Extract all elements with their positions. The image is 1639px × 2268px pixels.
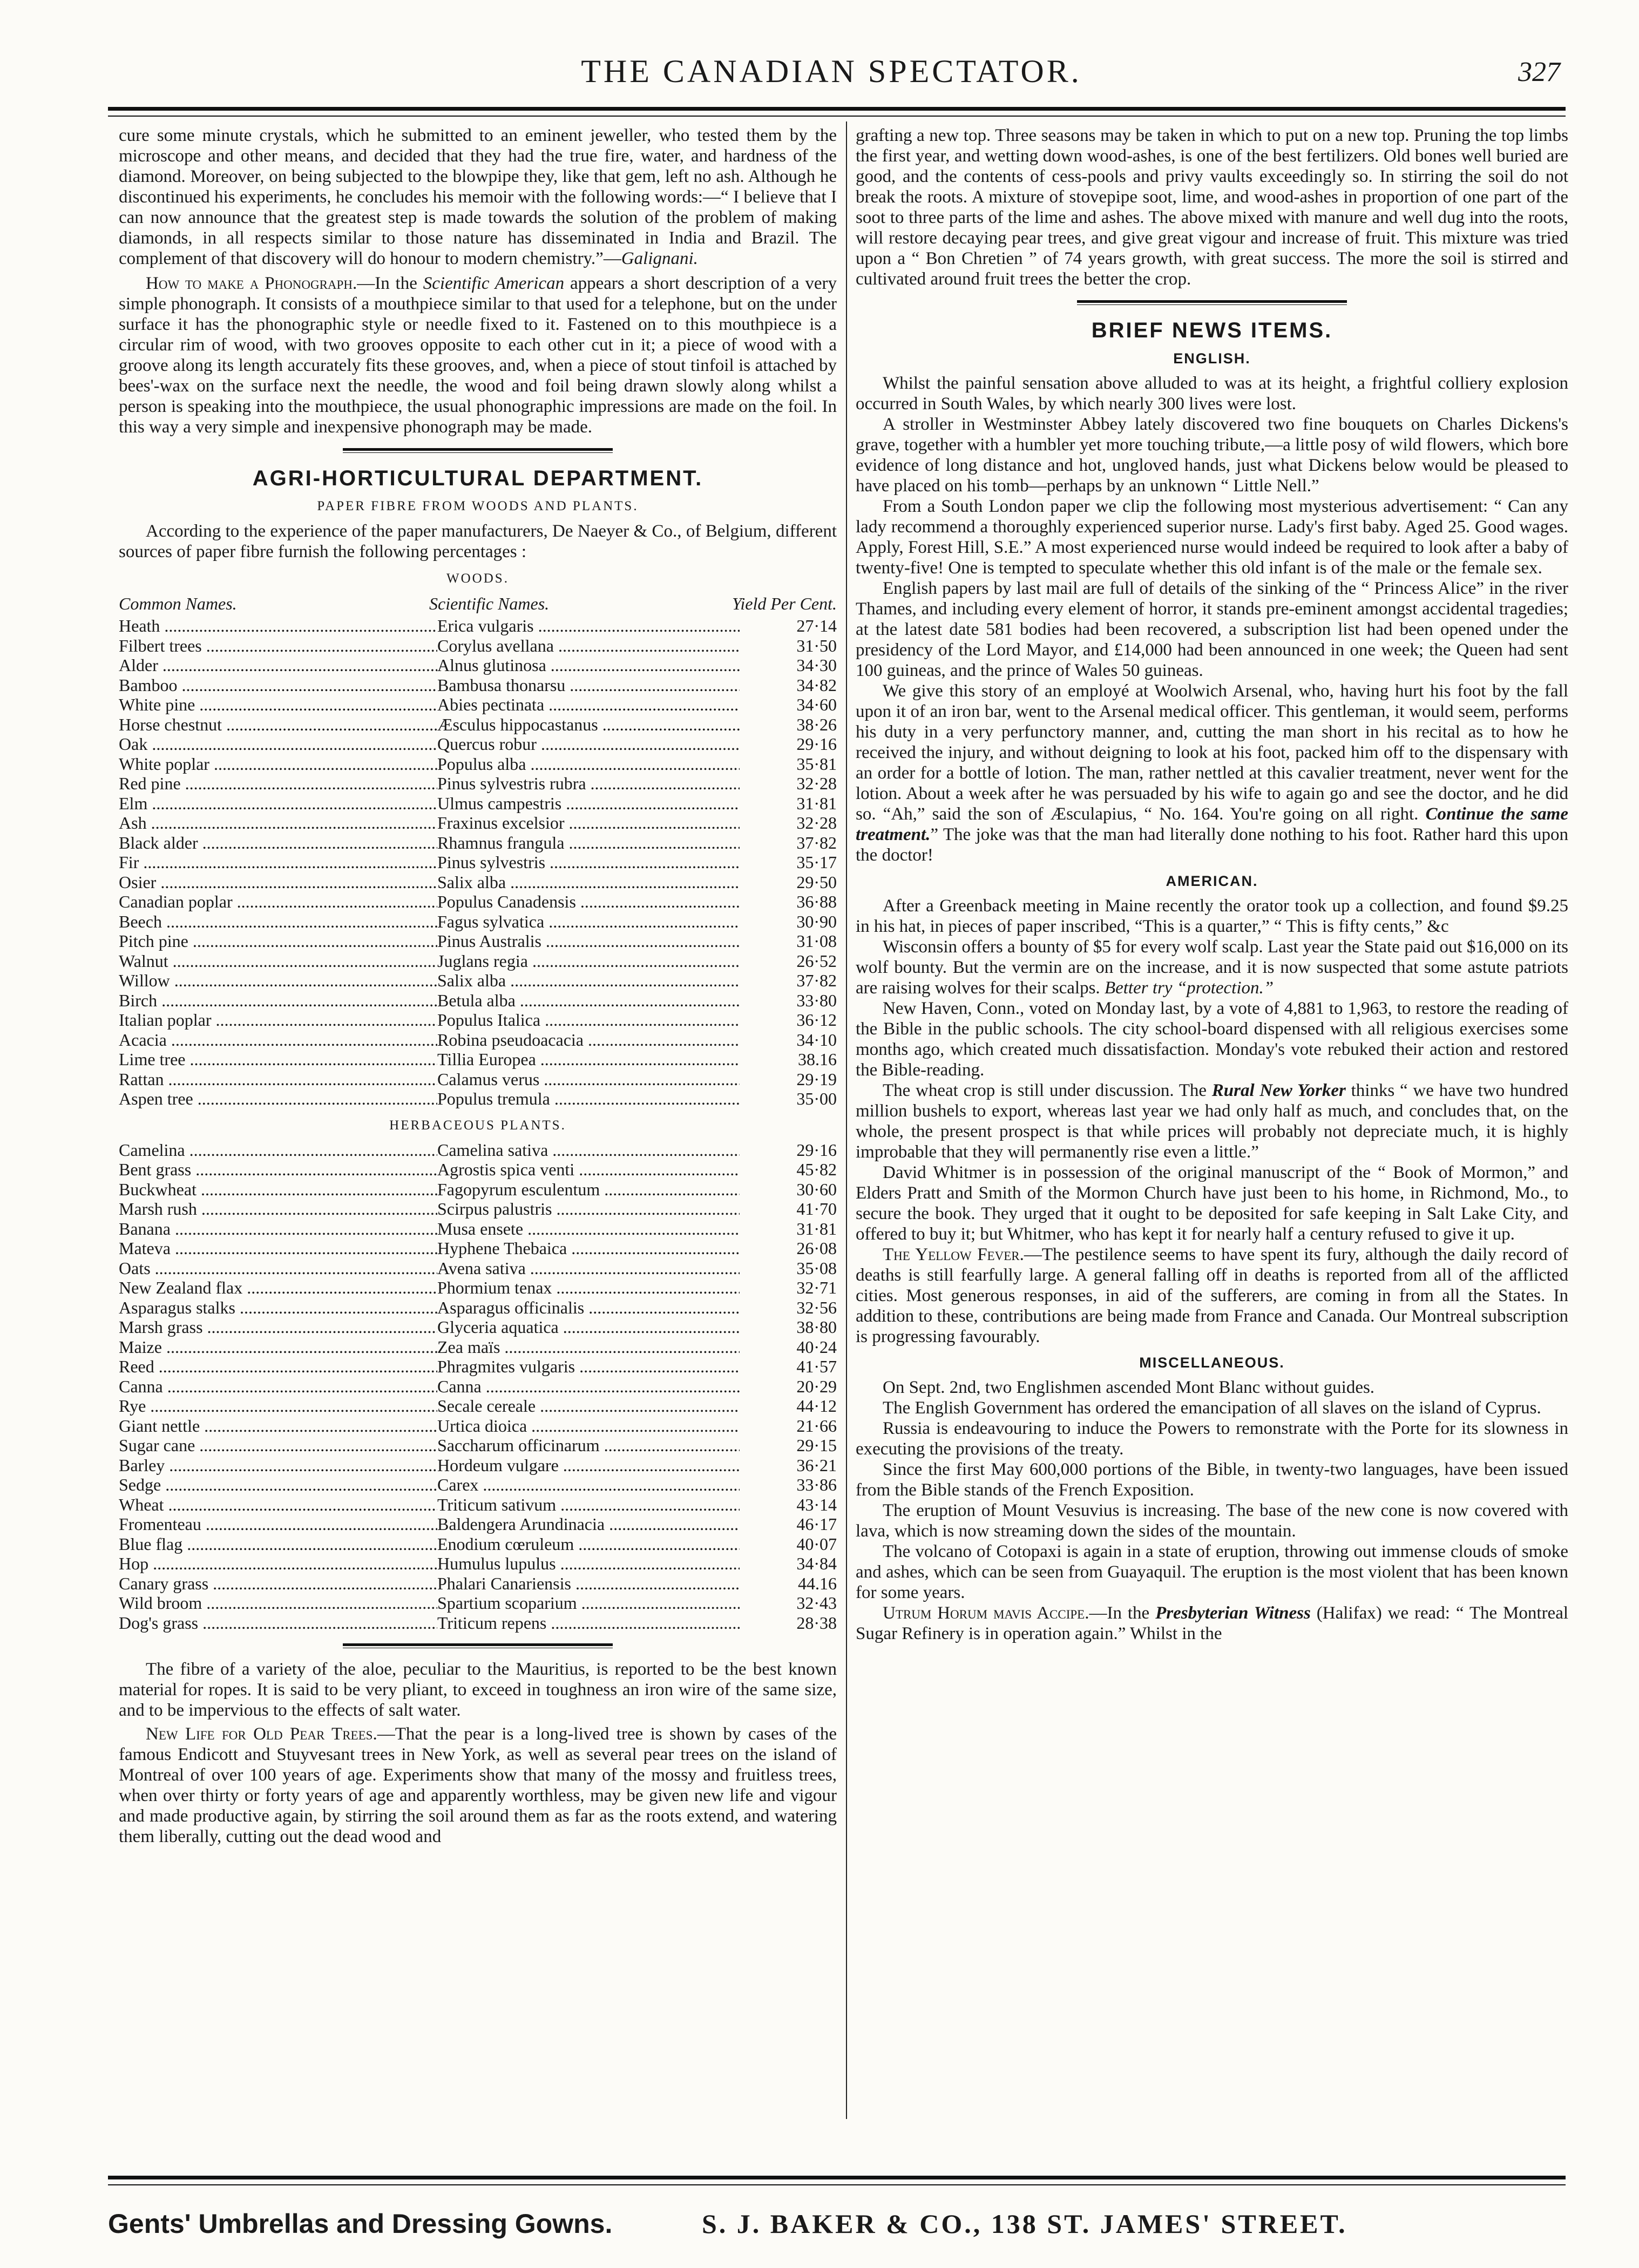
table-row [119,675,837,695]
news-item: From a South London paper we clip the following most mysterious advertisement: “ Can any lady recommend a thoroughly experienced superior nurse. Lady's first baby. Aged 25. Good wages. Apply, Forest Hill, S.E.” A most experienced nurse would indeed be required to look after a baby of twenty-five! One is tempted to speculate whether this old infant is of the male or the female sex. [856,497,1568,578]
table-row [119,1258,837,1278]
table-row [119,971,837,991]
common-name-cell: Filbert trees ..... [119,636,437,656]
scientific-name-cell: Salix alba ..... [437,971,740,991]
yield-cell: 35·00 [796,1089,837,1108]
common-name-cell: New Zealand flax ..... [119,1278,437,1298]
news-item: On Sept. 2nd, two Englishmen ascended Mont Blanc without guides. [883,1378,1375,1397]
common-name-cell: Walnut ..... [119,951,437,971]
yield-cell: 37·82 [796,832,837,852]
herbaceous-label: HERBACEOUS PLANTS. [389,1118,566,1133]
news-emphasis: Better try “protection.” [1104,978,1274,998]
yield-cell: 46·17 [796,1514,837,1534]
yield-cell: 37·82 [796,971,837,990]
yield-cell: 43·14 [796,1494,837,1514]
yield-cell: 32·43 [796,1593,837,1613]
news-text: —The pestilence seems to have spent its fury, although the daily record of deaths is still fearfully large. A general falling off in deaths is reported from all of the afflicted cities. Most generous responses, in aid of the sufferers, are coming in from all the States. In addition to these, contributions are being made from France and Canada. Our Montreal subscription is progressing favourably. [856,1245,1568,1346]
article-aloe: The fibre of a variety of the aloe, peculiar to the Mauritius, is reported to be the best known material for ropes. It is said to be very pliant, to exceed in toughness an iron wire of the same size, and to be impervious to the effects of salt water. [119,1660,837,1720]
yield-cell: 45·82 [796,1160,837,1179]
scientific-name-cell: Rhamnus frangula ..... [437,833,740,853]
table-row [119,1593,837,1613]
table-row [119,1475,837,1495]
common-name-cell: Osier ..... [119,872,437,892]
news-item: Whilst the painful sensation above alluded to was at its height, a frightful colliery explosion occurred in South Wales, by which nearly 300 lives were lost. [856,374,1568,414]
common-name-cell: Reed ..... [119,1357,437,1377]
article-phonograph [119,273,837,437]
column-divider [846,121,847,2119]
news-text: thinks “ we have two hundred million bushels to export, whereas last year we had only half as much, and concludes that, on the whole, the present prospect is that while prices will probably not depreciate much, it is highly improbable that they will permanently rise even a little.” [856,1081,1569,1162]
table-row [119,655,837,675]
header-rule [108,107,1566,111]
table-row [119,1238,837,1258]
herbaceous-table [119,1140,837,1633]
common-name-cell: Ash ..... [119,813,437,833]
common-name-cell: Black alder ..... [119,833,437,853]
news-heading: Utrum Horum mavis Accipe. [883,1603,1089,1623]
woods-table [119,616,837,1109]
news-item: Since the first May 600,000 portions of the Bible, in twenty-two languages, have been issued from the Bible stands of the French Exposition. [856,1460,1568,1500]
scientific-name-cell: Tillia Europea ..... [437,1050,740,1069]
yield-cell: 36·21 [796,1455,837,1475]
yield-cell: 34·84 [796,1554,837,1573]
diamonds-text: cure some minute crystals, which he submitted to an eminent jeweller, who tested them by the microscope and other means, and decided that they had the true fire, water, and hardness of the diamond. Moreover, on being subjected to the blowpipe they, like that gem, left no ash. Although he discontinued his experiments, he concludes his memoir with the following words:—“ I believe that I can now announce that the greatest step is made towards the solution of the problem of making diamonds, in all respects similar to those nature has disseminated in India and Brazil. The complement of that discovery will do honour to modern chemistry.”— [119,126,837,268]
yield-cell: 29·16 [796,1140,837,1160]
yield-cell: 28·38 [796,1613,837,1633]
scientific-name-cell: Populus Italica ..... [437,1010,740,1030]
fibre-subtitle: PAPER FIBRE FROM WOODS AND PLANTS. [317,499,639,513]
woods-label: WOODS. [446,571,509,586]
table-row [119,1613,837,1633]
common-name-cell: Dog's grass ..... [119,1613,437,1633]
scientific-name-cell: Humulus lupulus ..... [437,1554,740,1574]
scientific-name-cell: Avena sativa ..... [437,1258,740,1278]
table-row [119,1050,837,1069]
common-name-cell: Lime tree ..... [119,1050,437,1069]
fibre-intro: According to the experience of the paper manufacturers, De Naeyer & Co., of Belgium, different sources of paper fibre furnish the following percentages : [119,522,837,561]
table-row [119,1574,837,1594]
common-name-cell: Giant nettle ..... [119,1416,437,1436]
scientific-name-cell: Carex ..... [437,1475,740,1495]
news-item: A stroller in Westminster Abbey lately discovered two fine bouquets on Charles Dickens's grave, together with a humbler yet more touching tribute,—a little posy of wild flowers, which bore evidence of long distance and hot, ungloved hands, just what Dickens below would be pleased to have placed on his tomb—perhaps by an unknown “ Little Nell.” [856,415,1568,496]
article-diamonds-end [119,125,837,269]
yield-cell: 35·81 [796,754,837,774]
scientific-name-cell: Glyceria aquatica ..... [437,1317,740,1337]
newspaper-title: THE CANADIAN SPECTATOR. [581,53,1082,89]
yield-cell: 33·80 [796,990,837,1010]
col-yield: Yield Per Cent. [732,594,837,613]
pear-text: —That the pear is a long-lived tree is shown by cases of the famous Endicott and Stuyvesant trees in New York, as well as several pear trees on the island of Montreal of over 100 years of age. Experiments show that many of the mossy and fruitless trees, when over thirty or forty years of age and apparently worthless, may be given new life and vigour and made productive again, by stirring the soil around them as far as the roots extend, and watering them liberally, cutting out the dead wood and [119,1724,837,1846]
scientific-name-cell: Hordeum vulgare ..... [437,1455,740,1475]
phonograph-text-b: appears a short description of a very simple phonograph. It consists of a mouthpiece similar to that used for a telephone, but on the under surface it has the phonographic style or needle fixed to it. Fastened on to this mouthpiece is a circular rim of wood, with two grooves opposite to each other cut in it; a piece of wood with a groove along its length accurately fits these grooves, and, when a piece of stout tinfoil is attached by bees'-wax on the surface next the needle, the wood and foil being drawn slowly along whilst a person is speaking into the mouthpiece, the usual phonographic impressions are made on the foil. In this way a very simple and inexpensive phonograph may be made. [119,274,837,437]
table-row [119,1278,837,1298]
news-item: New Haven, Conn., voted on Monday last, by a vote of 4,881 to 1,963, to restore the reading of the Bible in the public schools. The city school-board dispensed with all religious exercises some months ago, which created much dissatisfaction. Monday's vote rebuked their action and restored the Bible-reading. [856,999,1568,1080]
scientific-name-cell: Agrostis spica venti ..... [437,1160,740,1180]
fibre-table-header [119,593,837,614]
footer-rule-thin [108,2184,1566,2185]
left-column [119,125,837,1847]
table-row [119,774,837,794]
scientific-name-cell: Baldengera Arundinacia ..... [437,1514,740,1534]
news-item: David Whitmer is in possession of the original manuscript of the “ Book of Mormon,” and Elders Pratt and Smith of the Mormon Church have just been to his home, in Richmond, Mo., to secure the book. They urged that it ought to be deposited for safe keeping in Salt Lake City, and offered to buy it; but Whitmer, who has kept it for nearly half a century refused to give it up. [856,1163,1568,1244]
scientific-name-cell: Erica vulgaris ..... [437,616,740,636]
yield-cell: 26·08 [796,1238,837,1258]
yield-cell: 33·86 [796,1475,837,1494]
page-number: 327 [1518,57,1560,87]
scientific-name-cell: Quercus robur ..... [437,734,740,754]
col-scientific-names: Scientific Names. [429,594,550,613]
footer-advert-left: Gents' Umbrellas and Dressing Gowns. [108,2209,613,2239]
common-name-cell: Alder ..... [119,655,437,675]
common-name-cell: Bamboo ..... [119,675,437,695]
table-row [119,1396,837,1416]
yield-cell: 31·81 [796,793,837,813]
yield-cell: 41·70 [796,1199,837,1218]
yield-cell: 34·10 [796,1030,837,1050]
table-row [119,1377,837,1397]
table-row [119,715,837,735]
yield-cell: 31·08 [796,931,837,951]
table-row [119,872,837,892]
yield-cell: 29·15 [796,1436,837,1455]
masthead [103,49,1560,108]
common-name-cell: Marsh rush ..... [119,1199,437,1219]
news-heading: The Yellow Fever. [883,1245,1024,1264]
yield-cell: 27·14 [796,616,837,635]
phonograph-text-a: —In the [357,274,417,293]
yield-cell: 35·08 [796,1258,837,1278]
table-row [119,1436,837,1455]
common-name-cell: Asparagus stalks ..... [119,1298,437,1318]
article-grafting: grafting a new top. Three seasons may be taken in which to put on a new top. Pruning the top limbs the first year, and wetting down wood-ashes, is one of the best fertilizers. Old bones well buried are good, and the contents of cess-pools and privy vaults exceedingly so. In stirring the soil do not break the roots. A mixture of stovepipe soot, lime, and wood-ashes in proportion of one part of the soot to three parts of the lime and ashes. The above mixed with manure and well dug into the roots, will restore decaying pear trees, and give great vigour and increase of fruit. This mixture was tried upon a “ Bon Chretien ” of 74 years growth, with great success. The more the soil is stirred and cultivated around fruit trees the better the crop. [856,126,1568,289]
yield-cell: 41·57 [796,1357,837,1376]
scientific-name-cell: Zea maïs ..... [437,1337,740,1357]
news-item [856,1080,1568,1162]
scientific-name-cell: Phalari Canariensis ..... [437,1574,740,1594]
yield-cell: 29·16 [796,734,837,754]
yield-cell: 38.16 [798,1050,837,1069]
american-heading: AMERICAN. [1166,873,1258,889]
table-row [119,1140,837,1160]
header-rule-thin [108,116,1566,117]
common-name-cell: Mateva ..... [119,1238,437,1258]
news-item: The volcano of Cotopaxi is again in a state of eruption, throwing out immense clouds of smoke and ashes, which can be seen from Guayaquil. The eruption is the most violent that has been known for some years. [856,1542,1568,1602]
common-name-cell: White poplar ..... [119,754,437,774]
common-name-cell: Maize ..... [119,1337,437,1357]
table-row [119,1199,837,1219]
footer-rule [108,2176,1566,2179]
scientific-name-cell: Populus Canadensis ..... [437,892,740,912]
common-name-cell: Buckwheat ..... [119,1180,437,1200]
common-name-cell: Oats ..... [119,1258,437,1278]
scientific-name-cell: Phragmites vulgaris ..... [437,1357,740,1377]
common-name-cell: Bent grass ..... [119,1160,437,1180]
yield-cell: 44·12 [796,1396,837,1416]
scientific-name-cell: Juglans regia ..... [437,951,740,971]
miscellaneous-heading: MISCELLANEOUS. [1139,1355,1285,1371]
yield-cell: 29·19 [796,1069,837,1089]
common-name-cell: White pine ..... [119,695,437,715]
scientific-name-cell: Urtica dioica ..... [437,1416,740,1436]
common-name-cell: Canary grass ..... [119,1574,437,1594]
yield-cell: 34·30 [796,655,837,675]
common-name-cell: Oak ..... [119,734,437,754]
yield-cell: 32·71 [796,1278,837,1297]
table-row [119,734,837,754]
news-item: English papers by last mail are full of details of the sinking of the “ Princess Alice” in the river Thames, and including every element of horror, it stands pre-eminent amongst accidental tragedies; at the latest date 581 bodies had been recovered, a subscription list had been opened under the presidency of the Lord Mayor, and £14,000 had been announced in one week; the Queen had sent 100 guineas, and the prince of Wales 50 guineas. [856,579,1568,680]
table-row [119,1337,837,1357]
table-row [119,912,837,932]
table-row [119,1298,837,1318]
table-row [119,813,837,833]
footer-advert-right: S. J. BAKER & CO., 138 ST. JAMES' STREET. [702,2209,1347,2239]
yield-cell: 38·26 [796,714,837,734]
yield-cell: 29·50 [796,872,837,892]
table-row [119,951,837,971]
common-name-cell: Birch ..... [119,991,437,1011]
yield-cell: 30·90 [796,911,837,931]
scientific-name-cell: Pinus sylvestris rubra ..... [437,774,740,794]
common-name-cell: Sedge ..... [119,1475,437,1495]
yield-cell: 44.16 [798,1573,837,1593]
agri-section-title: AGRI-HORTICULTURAL DEPARTMENT. [252,466,703,490]
common-name-cell: Camelina ..... [119,1140,437,1160]
table-row [119,616,837,636]
common-name-cell: Rye ..... [119,1396,437,1416]
common-name-cell: Fir ..... [119,852,437,872]
scientific-name-cell: Calamus verus ..... [437,1069,740,1089]
yield-cell: 40·24 [796,1337,837,1357]
table-row [119,1030,837,1050]
common-name-cell: Fromenteau ..... [119,1514,437,1534]
scientific-name-cell: Fagus sylvatica ..... [437,912,740,932]
yield-cell: 31·81 [796,1218,837,1238]
yield-cell: 34·82 [796,675,837,695]
scientific-name-cell: Salix alba ..... [437,872,740,892]
common-name-cell: Marsh grass ..... [119,1317,437,1337]
table-row [119,636,837,656]
news-item: The English Government has ordered the emancipation of all slaves on the island of Cyprus. [883,1398,1541,1418]
common-name-cell: Pitch pine ..... [119,931,437,951]
scientific-name-cell: Betula alba ..... [437,991,740,1011]
scientific-name-cell: Alnus glutinosa ..... [437,655,740,675]
section-separator [343,1643,613,1648]
section-separator [1077,300,1347,305]
scientific-name-cell: Populus alba ..... [437,754,740,774]
table-row [119,1069,837,1089]
diamonds-source: Galignani. [621,249,698,268]
news-item: After a Greenback meeting in Maine recently the orator took up a collection, and found $9.25 in his hat, in pieces of paper inscribed, “This is a quarter,” “ This is fifty cents,” &c [856,896,1568,936]
table-row [119,1317,837,1337]
table-row [119,754,837,774]
table-row [119,1010,837,1030]
table-row [119,892,837,912]
scientific-name-cell: Triticum sativum ..... [437,1495,740,1515]
table-row [119,1495,837,1515]
news-item: Russia is endeavouring to induce the Powers to remonstrate with the Porte for its slowness in executing the provisions of the treaty. [856,1419,1568,1459]
phonograph-source: Scientific American [423,274,565,293]
table-row [119,1534,837,1554]
scientific-name-cell: Phormium tenax ..... [437,1278,740,1298]
table-row [119,1160,837,1180]
yield-cell: 32·28 [796,813,837,832]
scientific-name-cell: Corylus avellana ..... [437,636,740,656]
scientific-name-cell: Abies pectinata ..... [437,695,740,715]
common-name-cell: Banana ..... [119,1219,437,1239]
common-name-cell: Blue flag ..... [119,1534,437,1554]
table-row [119,1089,837,1109]
news-text: We give this story of an employé at Woolwich Arsenal, who, having hurt his foot by the fall upon it of an iron bar, went to the Arsenal medical officer. This gentleman, it would seem, performs his duty in a very perfunctory manner, and, cutting the man short in his recital as to how he received the injury, and without deigning to look at his foot, packed him off to the dispensary with an order for a bottle of lotion. The man, rather nettled at this cavalier treatment, never went for the lotion. About a week after he was persuaded by his wife to again go and see the doctor, and he did so. “Ah,” said the son of Æsculapius, “ No. 164. You're going on all right. [856,681,1568,824]
yield-cell: 26·52 [796,951,837,971]
news-emphasis: Presbyterian Witness [1155,1603,1311,1623]
news-section-title: BRIEF NEWS ITEMS. [1091,319,1333,342]
scientific-name-cell: Fagopyrum esculentum ..... [437,1180,740,1200]
col-common-names: Common Names. [119,594,237,613]
common-name-cell: Italian poplar ..... [119,1010,437,1030]
common-name-cell: Canadian poplar ..... [119,892,437,912]
table-row [119,833,837,853]
common-name-cell: Heath ..... [119,616,437,636]
scientific-name-cell: Saccharum officinarum ..... [437,1436,740,1455]
common-name-cell: Rattan ..... [119,1069,437,1089]
table-row [119,1357,837,1377]
scientific-name-cell: Robina pseudoacacia ..... [437,1030,740,1050]
table-row [119,1455,837,1475]
news-text: —In the [1089,1603,1150,1623]
scientific-name-cell: Scirpus palustris ..... [437,1199,740,1219]
common-name-cell: Canna ..... [119,1377,437,1397]
common-name-cell: Hop ..... [119,1554,437,1574]
scientific-name-cell: Pinus sylvestris ..... [437,852,740,872]
table-row [119,1514,837,1534]
table-row [119,1219,837,1239]
table-row [119,695,837,715]
yield-cell: 30·60 [796,1179,837,1199]
common-name-cell: Aspen tree ..... [119,1089,437,1109]
article-pear-trees [119,1724,837,1847]
yield-cell: 35·17 [796,852,837,872]
table-row [119,1416,837,1436]
news-text: The wheat crop is still under discussion. The [883,1081,1207,1100]
common-name-cell: Horse chestnut ..... [119,715,437,735]
english-heading: ENGLISH. [1173,350,1251,367]
common-name-cell: Acacia ..... [119,1030,437,1050]
scientific-name-cell: Hyphene Thebaica ..... [437,1238,740,1258]
scientific-name-cell: Bambusa thonarsu ..... [437,675,740,695]
yield-cell: 38·80 [796,1317,837,1337]
common-name-cell: Wheat ..... [119,1495,437,1515]
news-item [856,1244,1568,1347]
news-emphasis: Continue the same treatment. [856,804,1568,844]
yield-cell: 31·50 [796,635,837,655]
common-name-cell: Willow ..... [119,971,437,991]
table-row [119,991,837,1011]
yield-cell: 32·56 [796,1297,837,1317]
news-item [856,681,1568,865]
common-name-cell: Barley ..... [119,1455,437,1475]
pear-heading: New Life for Old Pear Trees. [146,1724,377,1744]
yield-cell: 40·07 [796,1534,837,1554]
common-name-cell: Sugar cane ..... [119,1436,437,1455]
news-item: The eruption of Mount Vesuvius is increasing. The base of the new cone is now covered with lava, which is now streaming down the sides of the mountain. [856,1501,1568,1541]
news-item [856,1603,1568,1644]
scientific-name-cell: Canna ..... [437,1377,740,1397]
scientific-name-cell: Pinus Australis ..... [437,931,740,951]
scientific-name-cell: Enodium cœruleum ..... [437,1534,740,1554]
scientific-name-cell: Spartium scoparium ..... [437,1593,740,1613]
news-text: ” The joke was that the man had literally done nothing to his foot. Rather hard this upon the doctor! [856,825,1568,865]
phonograph-heading: How to make a Phonograph. [146,274,357,293]
scientific-name-cell: Ulmus campestris ..... [437,794,740,814]
scientific-name-cell: Æsculus hippocastanus ..... [437,715,740,735]
table-row [119,1180,837,1200]
news-text: (Halifax) we read: “ The Montreal Sugar Refinery is in operation again.” Whilst in the [856,1603,1569,1643]
scientific-name-cell: Secale cereale ..... [437,1396,740,1416]
yield-cell: 32·28 [796,774,837,793]
section-separator [343,448,613,453]
yield-cell: 20·29 [796,1376,837,1396]
yield-cell: 34·60 [796,695,837,714]
common-name-cell: Wild broom ..... [119,1593,437,1613]
common-name-cell: Red pine ..... [119,774,437,794]
yield-cell: 36·88 [796,892,837,911]
scientific-name-cell: Triticum repens ..... [437,1613,740,1633]
table-row [119,931,837,951]
yield-cell: 21·66 [796,1416,837,1436]
yield-cell: 36·12 [796,1010,837,1030]
table-row [119,852,837,872]
news-text: Wisconsin offers a bounty of $5 for every wolf scalp. Last year the State paid out $16,000 on its wolf bounty. But the vermin are on the increase, and it is now suspected that some astute patriots are raising wolves for their scalps. [856,937,1568,998]
news-item [856,937,1568,998]
scientific-name-cell: Musa ensete ..... [437,1219,740,1239]
table-row [119,1554,837,1574]
table-row [119,794,837,814]
scientific-name-cell: Camelina sativa ..... [437,1140,740,1160]
scientific-name-cell: Populus tremula ..... [437,1089,740,1109]
scientific-name-cell: Asparagus officinalis ..... [437,1298,740,1318]
common-name-cell: Beech ..... [119,912,437,932]
right-column [856,125,1568,1644]
scientific-name-cell: Fraxinus excelsior ..... [437,813,740,833]
news-emphasis: Rural New Yorker [1211,1081,1346,1100]
common-name-cell: Elm ..... [119,794,437,814]
